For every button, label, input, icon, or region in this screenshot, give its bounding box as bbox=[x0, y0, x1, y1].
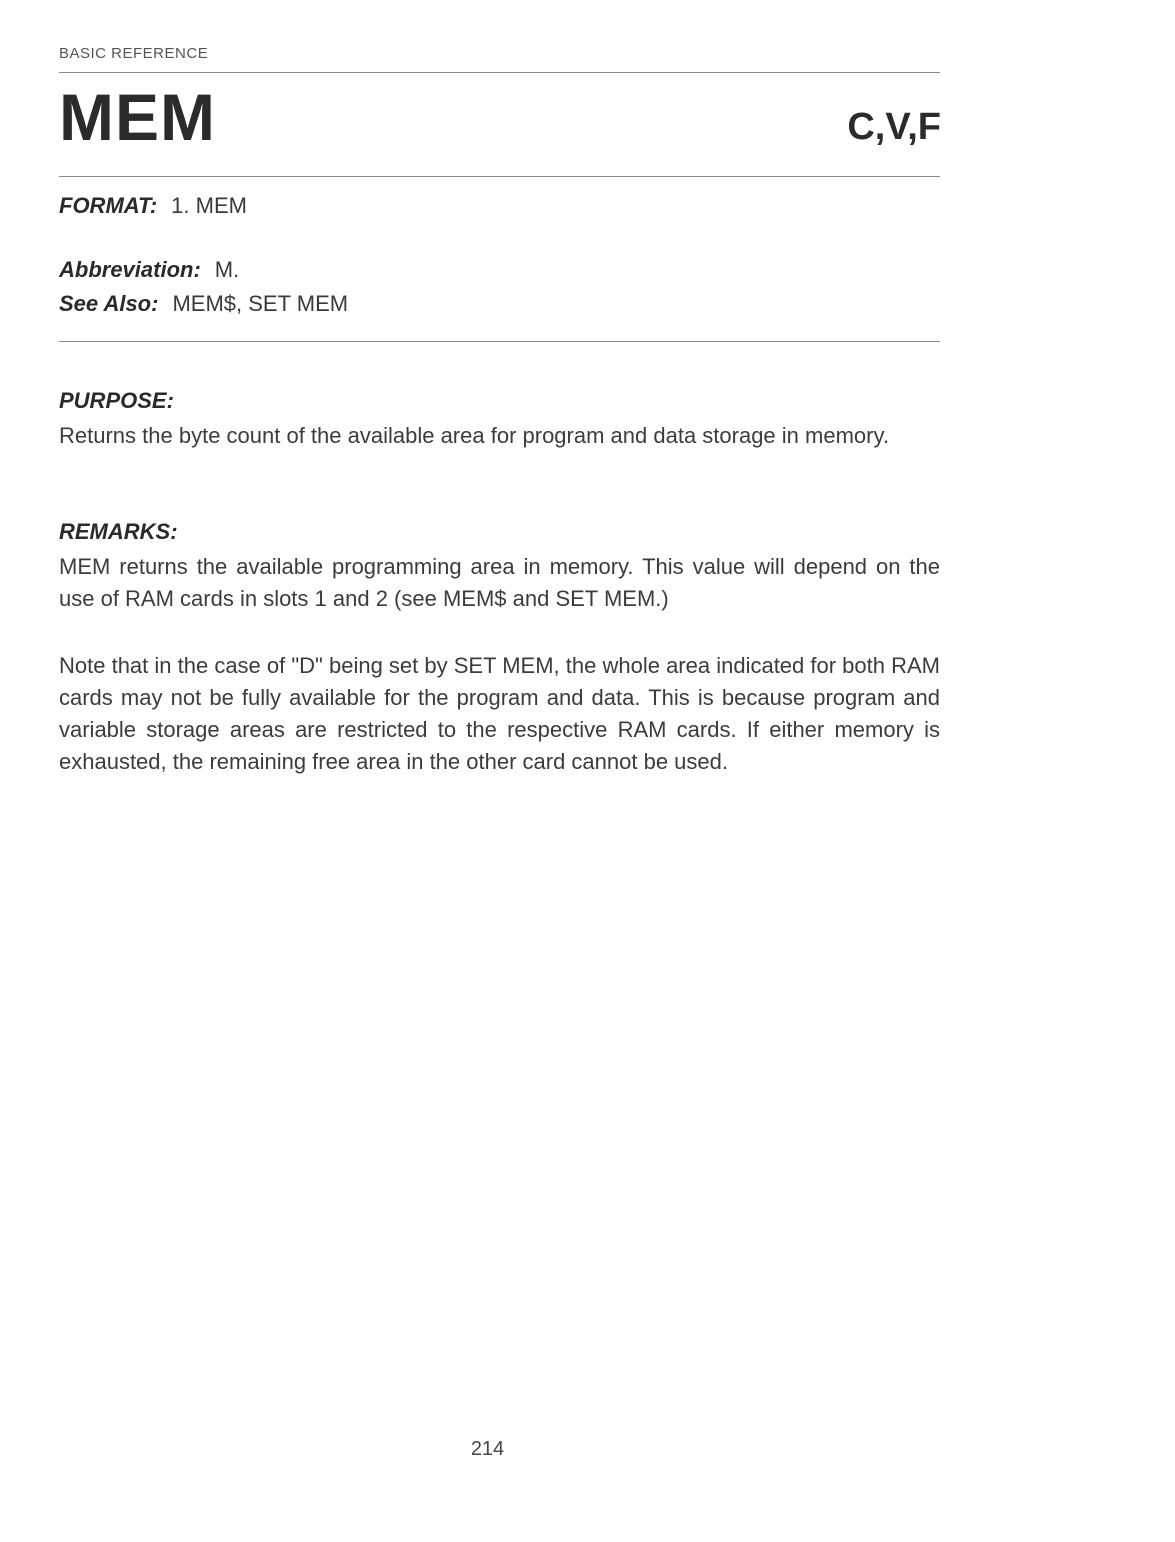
entry-modes: C,V,F bbox=[847, 106, 941, 148]
abbreviation-line bbox=[59, 257, 239, 283]
see-also-line bbox=[59, 291, 348, 317]
running-head: BASIC REFERENCE bbox=[59, 45, 209, 62]
format-label: FORMAT: bbox=[59, 193, 158, 218]
format-line bbox=[59, 193, 247, 219]
remarks-paragraph-1: MEM returns the available programming area in memory. This value will depend on the use of RAM cards in slots 1 and 2 (see MEM$ and SET MEM.) bbox=[59, 554, 940, 611]
title-rule bbox=[59, 176, 940, 177]
format-value: 1. MEM bbox=[171, 193, 247, 218]
purpose-text: Returns the byte count of the available area for program and data storage in memory. bbox=[59, 423, 889, 448]
top-rule bbox=[59, 72, 940, 73]
remarks-paragraph-2: Note that in the case of "D" being set by SET MEM, the whole area indicated for both RAM cards may not be fully available for the program and data. This is because program and variable storage areas are restricted to the respective RAM cards. If either memory is exhausted, the remaining free area in the other card cannot be used. bbox=[59, 653, 940, 774]
abbreviation-label: Abbreviation: bbox=[59, 257, 201, 282]
abbreviation-value: M. bbox=[214, 257, 240, 282]
page-number: 214 bbox=[470, 1438, 505, 1460]
remarks-heading: REMARKS: bbox=[59, 519, 178, 544]
fields-rule bbox=[59, 341, 940, 342]
see-also-value: MEM$, SET MEM bbox=[172, 291, 349, 316]
entry-title: MEM bbox=[59, 80, 216, 154]
see-also-label: See Also: bbox=[59, 291, 159, 316]
purpose-heading: PURPOSE: bbox=[59, 388, 174, 413]
